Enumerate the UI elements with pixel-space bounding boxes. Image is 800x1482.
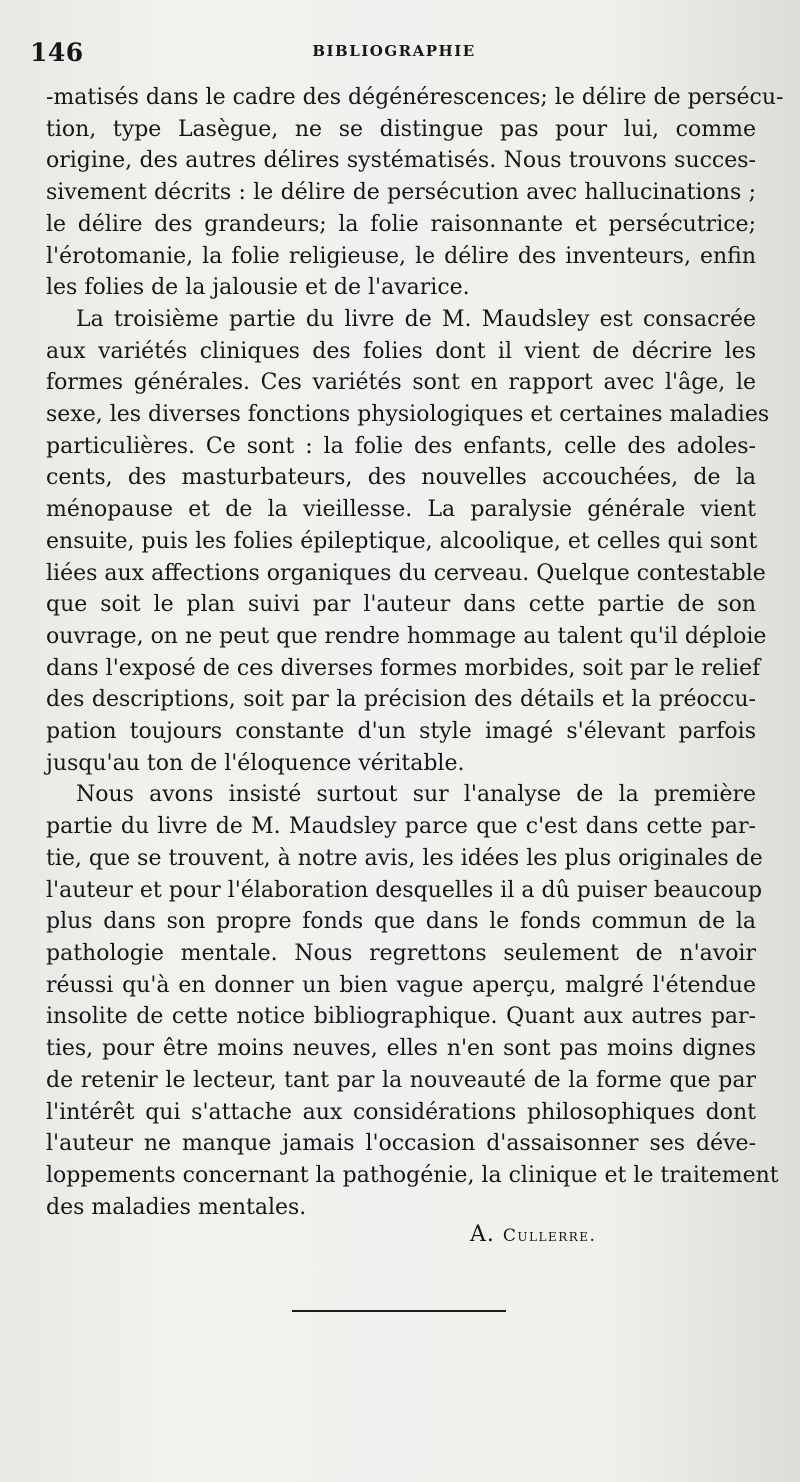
text-line: tion, type Lasègue, ne se distingue pas pour lui, comme: [46, 116, 756, 142]
text-line: pation toujours constante d'un style imagé s'élevant parfois: [46, 719, 756, 745]
text-line: ménopause et de la vieillesse. La paralysie générale vient: [46, 497, 756, 523]
page-number: 146: [30, 38, 84, 67]
author-signature: [470, 1222, 596, 1247]
text-line: des descriptions, soit par la précision des détails et la préoccu-: [46, 687, 756, 713]
text-line: de retenir le lecteur, tant par la nouveauté de la forme que par: [46, 1067, 756, 1093]
signature-surname: Cullerre.: [502, 1226, 597, 1246]
text-line: que soit le plan suivi par l'auteur dans cette partie de son: [46, 592, 756, 618]
text-line: origine, des autres délires systématisés. Nous trouvons succes-: [46, 148, 756, 174]
text-line: loppements concernant la pathogénie, la clinique et le traitement: [46, 1162, 779, 1188]
text-line: aux variétés cliniques des folies dont il vient de décrire les: [46, 338, 756, 364]
text-line: sexe, les diverses fonctions physiologiques et certaines maladies: [46, 402, 770, 428]
section-title: BIBLIOGRAPHIE: [312, 42, 476, 60]
text-line: liées aux affections organiques du cerveau. Quelque contestable: [46, 560, 766, 586]
text-line: particulières. Ce sont : la folie des enfants, celle des adoles-: [46, 433, 756, 459]
text-line: insolite de cette notice bibliographique. Quant aux autres par-: [46, 1004, 756, 1030]
text-line: pathologie mentale. Nous regrettons seulement de n'avoir: [46, 940, 756, 966]
text-line: l'auteur ne manque jamais l'occasion d'assaisonner ses déve-: [46, 1131, 756, 1157]
signature-initial: A.: [470, 1222, 495, 1247]
text-line: l'auteur et pour l'élaboration desquelles il a dû puiser beaucoup: [46, 877, 763, 903]
text-line: sivement décrits : le délire de persécution avec hallucinations ;: [46, 180, 756, 206]
text-line: partie du livre de M. Maudsley parce que c'est dans cette par-: [46, 814, 756, 840]
text-line: plus dans son propre fonds que dans le fonds commun de la: [46, 909, 756, 935]
text-line: réussi qu'à en donner un bien vague aperçu, malgré l'étendue: [46, 972, 756, 998]
text-line: ensuite, puis les folies épileptique, alcoolique, et celles qui sont: [46, 528, 758, 554]
text-line: les folies de la jalousie et de l'avarice.: [46, 275, 470, 301]
text-line: ties, pour être moins neuves, elles n'en sont pas moins dignes: [46, 1036, 756, 1062]
text-line: des maladies mentales.: [46, 1194, 307, 1220]
text-line: dans l'exposé de ces diverses formes morbides, soit par le relief: [46, 655, 761, 681]
text-line: jusqu'au ton de l'éloquence véritable.: [46, 750, 465, 776]
text-line: le délire des grandeurs; la folie raisonnante et persécutrice;: [46, 211, 756, 237]
text-line: formes générales. Ces variétés sont en rapport avec l'âge, le: [46, 370, 756, 396]
text-line: La troisième partie du livre de M. Maudsley est consacrée: [76, 306, 756, 332]
text-line: -matisés dans le cadre des dégénérescences; le délire de persécu-: [46, 85, 784, 110]
running-head: [30, 38, 758, 68]
text-line: l'intérêt qui s'attache aux considérations philosophiques dont: [46, 1099, 756, 1125]
text-line: cents, des masturbateurs, des nouvelles accouchées, de la: [46, 465, 756, 491]
body-text: [46, 82, 784, 1223]
text-line: ouvrage, on ne peut que rendre hommage au talent qu'il déploie: [46, 623, 767, 649]
text-line: Nous avons insisté surtout sur l'analyse de la première: [76, 782, 756, 808]
text-line: tie, que se trouvent, à notre avis, les idées les plus originales de: [46, 845, 763, 871]
text-line: l'érotomanie, la folie religieuse, le délire des inventeurs, enfin: [46, 243, 756, 269]
end-rule: [292, 1310, 506, 1312]
